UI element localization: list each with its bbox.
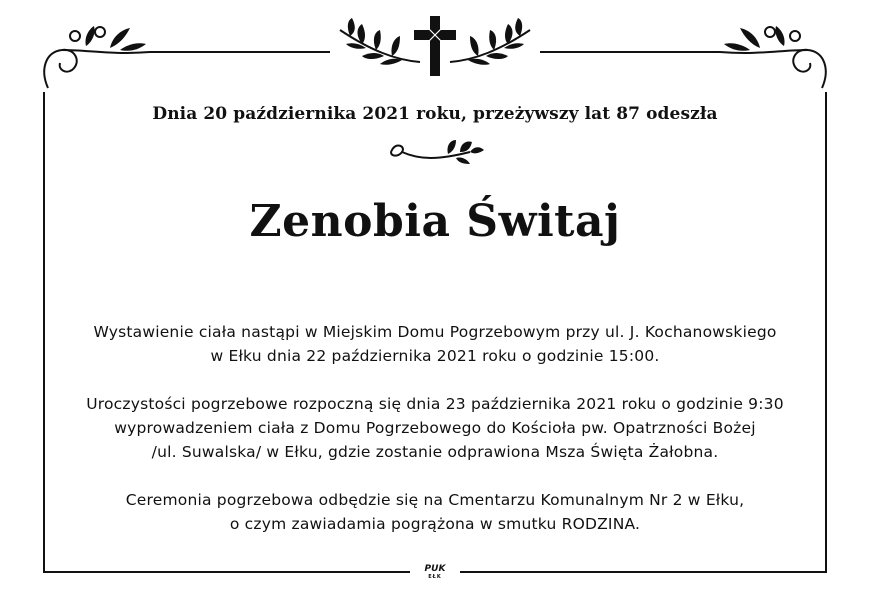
ceremony-paragraph: [0, 392, 870, 464]
paragraph-line: o czym zawiadamia pogrążona w smutku RODZINA.: [229, 515, 641, 533]
paragraph-line: /ul. Suwalska/ w Ełku, gdzie zostanie odprawiona Msza Święta Żałobna.: [151, 443, 719, 461]
floral-ornament-icon: [720, 27, 826, 88]
paragraph-line: Uroczystości pogrzebowe rozpoczną się dnia 23 października 2021 roku o godzinie 9:30: [86, 395, 784, 413]
viewing-paragraph: [0, 320, 870, 368]
paragraph-line: Wystawienie ciała nastąpi w Miejskim Domu Pogrzebowym przy ul. J. Kochanowskiego: [93, 323, 777, 341]
burial-paragraph: [0, 488, 870, 536]
logo-sub-text: EŁK: [428, 574, 442, 580]
paragraph-line: w Ełku dnia 22 października 2021 roku o godzinie 15:00.: [210, 347, 660, 365]
paragraph-line: Ceremonia pogrzebowa odbędzie się na Cmentarzu Komunalnym Nr 2 w Ełku,: [125, 491, 745, 509]
cross-with-laurel-icon: [340, 16, 530, 76]
death-announcement-headline: Dnia 20 października 2021 roku, przeżywszy lat 87 odeszła: [152, 104, 718, 124]
flourish-leaf-icon: [391, 140, 484, 164]
puk-logo: [416, 564, 454, 584]
deceased-name: Zenobia Świtaj: [249, 196, 621, 247]
logo-main-text: PUK: [424, 564, 446, 574]
paragraph-line: wyprowadzeniem ciała z Domu Pogrzebowego do Kościoła pw. Opatrzności Bożej: [114, 419, 756, 437]
floral-ornament-icon: [44, 27, 150, 88]
